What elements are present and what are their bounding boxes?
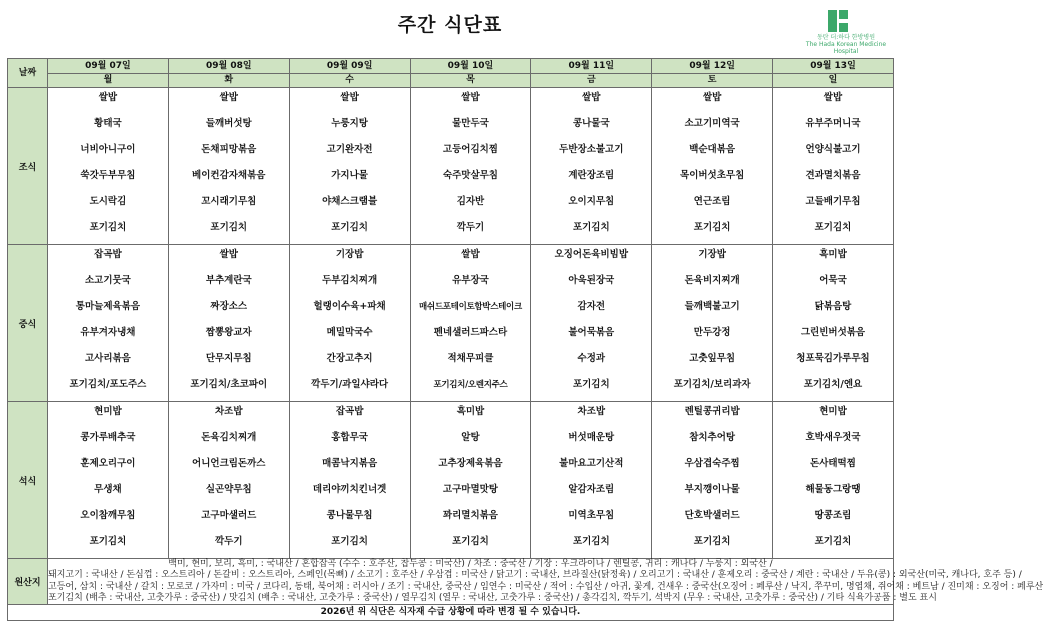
dish-item: 콩나물국 xyxy=(572,118,610,129)
dish-item: 가지나물 xyxy=(331,170,368,181)
dish-item: 짜장소스 xyxy=(210,301,248,312)
date-cell: 09월 10일 xyxy=(410,59,531,74)
dish-item: 유부장국 xyxy=(452,275,489,286)
dish-item: 깍두기 xyxy=(456,222,485,233)
dish-item: 돈육비지찌개 xyxy=(684,275,740,286)
dish-item: 쌀밥 xyxy=(219,249,238,260)
meal-cell xyxy=(168,245,289,402)
origin-label: 원산지 xyxy=(8,559,48,605)
dish-item: 호박새우젓국 xyxy=(805,432,861,443)
dish-item: 포기김치 xyxy=(814,222,852,233)
date-cell: 09월 12일 xyxy=(652,59,773,74)
dish-item: 들깨버섯탕 xyxy=(205,118,252,129)
dish-item: 쌀밥 xyxy=(461,249,480,260)
dish-item: 소고기미역국 xyxy=(684,118,740,129)
page-title: 주간 식단표 xyxy=(397,14,503,36)
dish-item: 콩나물무침 xyxy=(326,510,373,521)
dish-item: 너비아니구이 xyxy=(80,144,136,155)
hospital-logo xyxy=(828,10,848,32)
dish-item: 포기김치 xyxy=(814,536,852,547)
dish-item: 훈제오리구이 xyxy=(80,458,136,469)
dish-item: 숙주맛살무침 xyxy=(442,170,498,181)
dish-item: 계란장조림 xyxy=(568,170,615,181)
dish-item: 쌀밥 xyxy=(461,92,480,103)
dish-item: 통마늘제육볶음 xyxy=(75,301,141,312)
dish-item: 차조밥 xyxy=(577,406,606,417)
dish-item: 소고기뭇국 xyxy=(84,275,131,286)
logo-name-en: The Hada Korean Medicine Hospital xyxy=(805,41,887,55)
meal-cell xyxy=(531,88,652,245)
logo-name-ko: 동탄 더:하다 한방병원 xyxy=(816,34,875,41)
dish-item: 우삼겹숙주찜 xyxy=(684,458,740,469)
meal-cell xyxy=(773,88,894,245)
dish-item: 데리야끼치킨너겟 xyxy=(312,484,387,495)
dish-item: 물만두국 xyxy=(452,118,489,129)
origin-line: 포기김치 (배추 : 국내산, 고춧가루 : 중국산) / 맛김치 (배추 : 국내산, 고춧가루 : 중국산) / 열무김치 (열무 : 국내산, 고춧가루 : 중국산) / 총각김치, 깍두기, 석박지 (무우 : 국내산, 고춧가루 : 중국산) / 기타 식육가공품 : 별도 표시 xyxy=(48,592,937,603)
dish-item: 알탕 xyxy=(461,432,480,443)
dish-item: 쌀밥 xyxy=(702,92,722,103)
dish-item: 두부김치찌개 xyxy=(322,275,378,286)
dish-item: 돈육김치찌개 xyxy=(201,432,257,443)
weekday-cell: 금 xyxy=(531,74,652,88)
meal-cell xyxy=(773,402,894,559)
dish-item: 목이버섯초무침 xyxy=(680,170,745,181)
dish-item: 고등어김치찜 xyxy=(442,144,498,155)
dish-item: 쑥갓두부무침 xyxy=(80,170,136,181)
dish-item: 쌀밥 xyxy=(823,92,843,103)
dish-item: 홍합무국 xyxy=(331,432,368,443)
dish-item: 수정과 xyxy=(577,353,606,364)
meal-row xyxy=(8,402,894,559)
meal-cell xyxy=(289,245,410,402)
dish-item: 베이컨감자채볶음 xyxy=(192,170,266,181)
dish-item: 어니언크림돈까스 xyxy=(192,458,266,469)
dish-item: 매콤낙지볶음 xyxy=(322,458,378,469)
dish-item: 해물동그랑땡 xyxy=(805,484,861,495)
dish-item: 포기김치/보리과자 xyxy=(673,379,751,390)
meal-cell xyxy=(289,88,410,245)
meal-cell xyxy=(168,88,289,245)
dish-item: 꼬시래기무침 xyxy=(201,196,257,207)
dish-item: 고춧잎무침 xyxy=(689,353,736,364)
meal-cell xyxy=(410,402,531,559)
dish-item: 깍두기/과일샤라다 xyxy=(311,379,389,390)
origin-row xyxy=(8,559,894,605)
dish-item: 흑미밥 xyxy=(456,406,485,417)
dish-item: 꽈리멸치볶음 xyxy=(442,510,498,521)
meal-cell xyxy=(652,245,773,402)
menu-change-notice: 2026년 위 식단은 식자재 수급 상황에 따라 변경 될 수 있습니다. xyxy=(8,605,894,621)
dish-item: 적채무피클 xyxy=(447,353,494,364)
meal-cell xyxy=(773,245,894,402)
dish-item: 포기김치 xyxy=(572,222,610,233)
dish-item: 견과멸치볶음 xyxy=(805,170,861,181)
dish-item: 부지깽이나물 xyxy=(684,484,740,495)
dish-item: 고기완자전 xyxy=(326,144,373,155)
dish-item: 불어묵볶음 xyxy=(568,327,615,338)
origin-line: 돼지고기 : 국내산 / 돈심껍 : 오스트리아 / 돈갈비 : 오스트리아, 스페인(목뼈) / 소고기 : 호주산 / 우삼겹 : 미국산 / 닭고기 : 국내산, 브라질산(닭정육) / 오리고기 : 국내산 / 훈제오리 : 중국산 / 계란 : 국내산 / 두유(콩) : 외국산(미국, 캐나다, 호주 등) / xyxy=(48,570,1022,581)
dish-item: 포기김치 xyxy=(89,222,127,233)
dish-item: 고사리볶음 xyxy=(84,353,131,364)
dish-item: 포기김치 xyxy=(89,536,127,547)
dish-item: 연근조림 xyxy=(693,196,731,207)
dish-item: 포기김치 xyxy=(331,536,368,547)
date-cell: 09월 13일 xyxy=(773,59,894,74)
dish-item: 잡곡밥 xyxy=(94,249,122,260)
dish-item: 단무지무침 xyxy=(205,353,252,364)
meal-row xyxy=(8,88,894,245)
dish-item: 버섯매운탕 xyxy=(568,432,615,443)
meal-cell xyxy=(531,402,652,559)
meal-label: 중식 xyxy=(8,245,48,402)
dish-item: 쌀밥 xyxy=(340,92,359,103)
dish-item: 현미밥 xyxy=(94,406,122,417)
meal-cell xyxy=(410,88,531,245)
dish-item: 짬뽕왕교자 xyxy=(205,327,252,338)
dish-item: 황태국 xyxy=(94,118,122,129)
dish-item: 펜네샐러드파스타 xyxy=(433,327,508,338)
date-cell: 09월 11일 xyxy=(531,59,652,74)
weekday-row xyxy=(8,74,894,88)
notice-row xyxy=(8,605,894,621)
dish-item: 알감자조림 xyxy=(568,484,615,495)
meal-cell xyxy=(48,402,169,559)
dish-item: 고구마멸맛탕 xyxy=(442,484,498,495)
dish-item: 포기김치/오렌지주스 xyxy=(433,380,508,390)
dish-item: 포기김치/엔요 xyxy=(803,379,863,390)
dish-item: 유부겨자냉채 xyxy=(80,327,136,338)
dish-item: 돈사태떡찜 xyxy=(810,458,856,469)
dish-item: 기장밥 xyxy=(335,249,364,260)
dish-item: 포기김치 xyxy=(693,536,731,547)
meal-cell xyxy=(168,402,289,559)
weekly-menu-table xyxy=(7,58,1043,621)
dish-item: 깍두기 xyxy=(215,536,243,547)
dish-item: 포기김치 xyxy=(210,222,248,233)
dish-item: 잡곡밥 xyxy=(335,406,364,417)
dish-item: 들깨백불고기 xyxy=(684,301,740,312)
dish-item: 땅콩조림 xyxy=(814,510,852,521)
meal-cell xyxy=(652,88,773,245)
meal-cell xyxy=(531,245,652,402)
dish-item: 콩가루배추국 xyxy=(80,432,136,443)
dish-item: 포기김치 xyxy=(572,379,610,390)
dish-item: 어묵국 xyxy=(819,275,847,286)
dish-item: 불마요고기산적 xyxy=(559,458,624,469)
date-cell: 09월 08일 xyxy=(168,59,289,74)
dish-item: 야채스크램블 xyxy=(322,196,378,207)
dish-item: 단호박샐러드 xyxy=(684,510,740,521)
dish-item: 아욱된장국 xyxy=(568,275,615,286)
date-row xyxy=(8,59,894,74)
dish-item: 미역초무침 xyxy=(568,510,615,521)
origin-line: 고등어, 삼치 : 국내산 / 갈치 : 모로코 / 가자미 : 미국 / 코다리, 동태, 북어채 : 러시아 / 조기 : 국내산, 중국산 / 임연수 : 미국산 / 적어 : 수입산 / 아귀, 꽃게, 건새우 : 중국산(오징어 : 페루산 / 낙지, 쭈꾸미, 명엽채, 쥐어채 : 베트남 / 진미채 : 오징어 : 페루산 xyxy=(48,581,1043,592)
dish-item: 만두강정 xyxy=(693,327,731,338)
meal-cell xyxy=(289,402,410,559)
dish-item: 쌀밥 xyxy=(582,92,601,103)
dish-item: 포기김치 xyxy=(452,536,489,547)
dish-item: 부추계란국 xyxy=(205,275,252,286)
dish-item: 청포묵김가루무침 xyxy=(796,353,870,364)
meal-cell xyxy=(652,402,773,559)
meal-label: 조식 xyxy=(8,88,48,245)
weekday-cell: 일 xyxy=(773,74,894,88)
dish-item: 참치추어탕 xyxy=(689,432,736,443)
dish-item: 그린빈버섯볶음 xyxy=(800,327,866,338)
dish-item: 현미밥 xyxy=(819,406,847,417)
weekday-cell: 월 xyxy=(48,74,169,88)
meal-cell xyxy=(48,88,169,245)
dish-item: 오이참깨무침 xyxy=(80,510,136,521)
dish-item: 백순대볶음 xyxy=(689,144,736,155)
date-header-label: 날짜 xyxy=(8,59,48,88)
dish-item: 언양식불고기 xyxy=(805,144,861,155)
dish-item: 포기김치 xyxy=(572,536,610,547)
meal-row xyxy=(8,245,894,402)
weekday-cell: 목 xyxy=(410,74,531,88)
dish-item: 차조밥 xyxy=(215,406,243,417)
dish-item: 닭볶음탕 xyxy=(814,301,852,312)
meal-cell xyxy=(48,245,169,402)
dish-item: 두반장소불고기 xyxy=(559,144,624,155)
dish-item: 유부주머니국 xyxy=(805,118,861,129)
dish-item: 메밀막국수 xyxy=(326,327,373,338)
dish-item: 포기김치 xyxy=(331,222,368,233)
meal-label: 석식 xyxy=(8,402,48,559)
dish-item: 고구마샐러드 xyxy=(201,510,257,521)
dish-item: 포기김치/초코파이 xyxy=(190,379,268,390)
dish-item: 쌀밥 xyxy=(98,92,118,103)
dish-item: 고들배기무침 xyxy=(805,196,861,207)
dish-item: 기장밥 xyxy=(698,249,726,260)
dish-item: 쌀밥 xyxy=(219,92,238,103)
meal-cell xyxy=(410,245,531,402)
date-cell: 09월 09일 xyxy=(289,59,410,74)
dish-item: 포기김치 xyxy=(693,222,731,233)
dish-item: 도시락김 xyxy=(89,196,127,207)
origin-info xyxy=(48,559,1043,605)
dish-item: 헐랭이수육+파채 xyxy=(313,301,386,312)
dish-item: 김자반 xyxy=(456,196,485,207)
dish-item: 오이지무침 xyxy=(568,196,615,207)
dish-item: 감자전 xyxy=(577,301,606,312)
weekday-cell: 화 xyxy=(168,74,289,88)
dish-item: 간장고추지 xyxy=(326,353,373,364)
dish-item: 누룽지탕 xyxy=(331,118,368,129)
dish-item: 고추장제육볶음 xyxy=(438,458,503,469)
weekday-cell: 토 xyxy=(652,74,773,88)
dish-item: 포기김치/포도주스 xyxy=(69,379,147,390)
dish-item: 흑미밥 xyxy=(819,249,847,260)
dish-item: 실곤약무침 xyxy=(205,484,252,495)
dish-item: 무생채 xyxy=(94,484,122,495)
origin-line: 백미, 현미, 보리, 흑미, : 국내산 / 혼합잡곡 (수수 : 호주산, 찹두콩 : 미국산) / 차조 : 중국산 / 기장 : 우크라이나 / 렌틸콩, 귀리 : 캐나다 / 누룽지 : 외국산 / xyxy=(168,559,773,569)
dish-item: 렌틸콩귀리밥 xyxy=(684,406,740,417)
weekday-cell: 수 xyxy=(289,74,410,88)
logo-text xyxy=(796,34,896,55)
dish-item: 오징어돈육비빔밥 xyxy=(554,249,628,260)
dish-item: 매쉬드포테이토함박스테이크 xyxy=(419,302,522,312)
date-cell: 09월 07일 xyxy=(48,59,169,74)
dish-item: 돈채피망볶음 xyxy=(201,144,257,155)
